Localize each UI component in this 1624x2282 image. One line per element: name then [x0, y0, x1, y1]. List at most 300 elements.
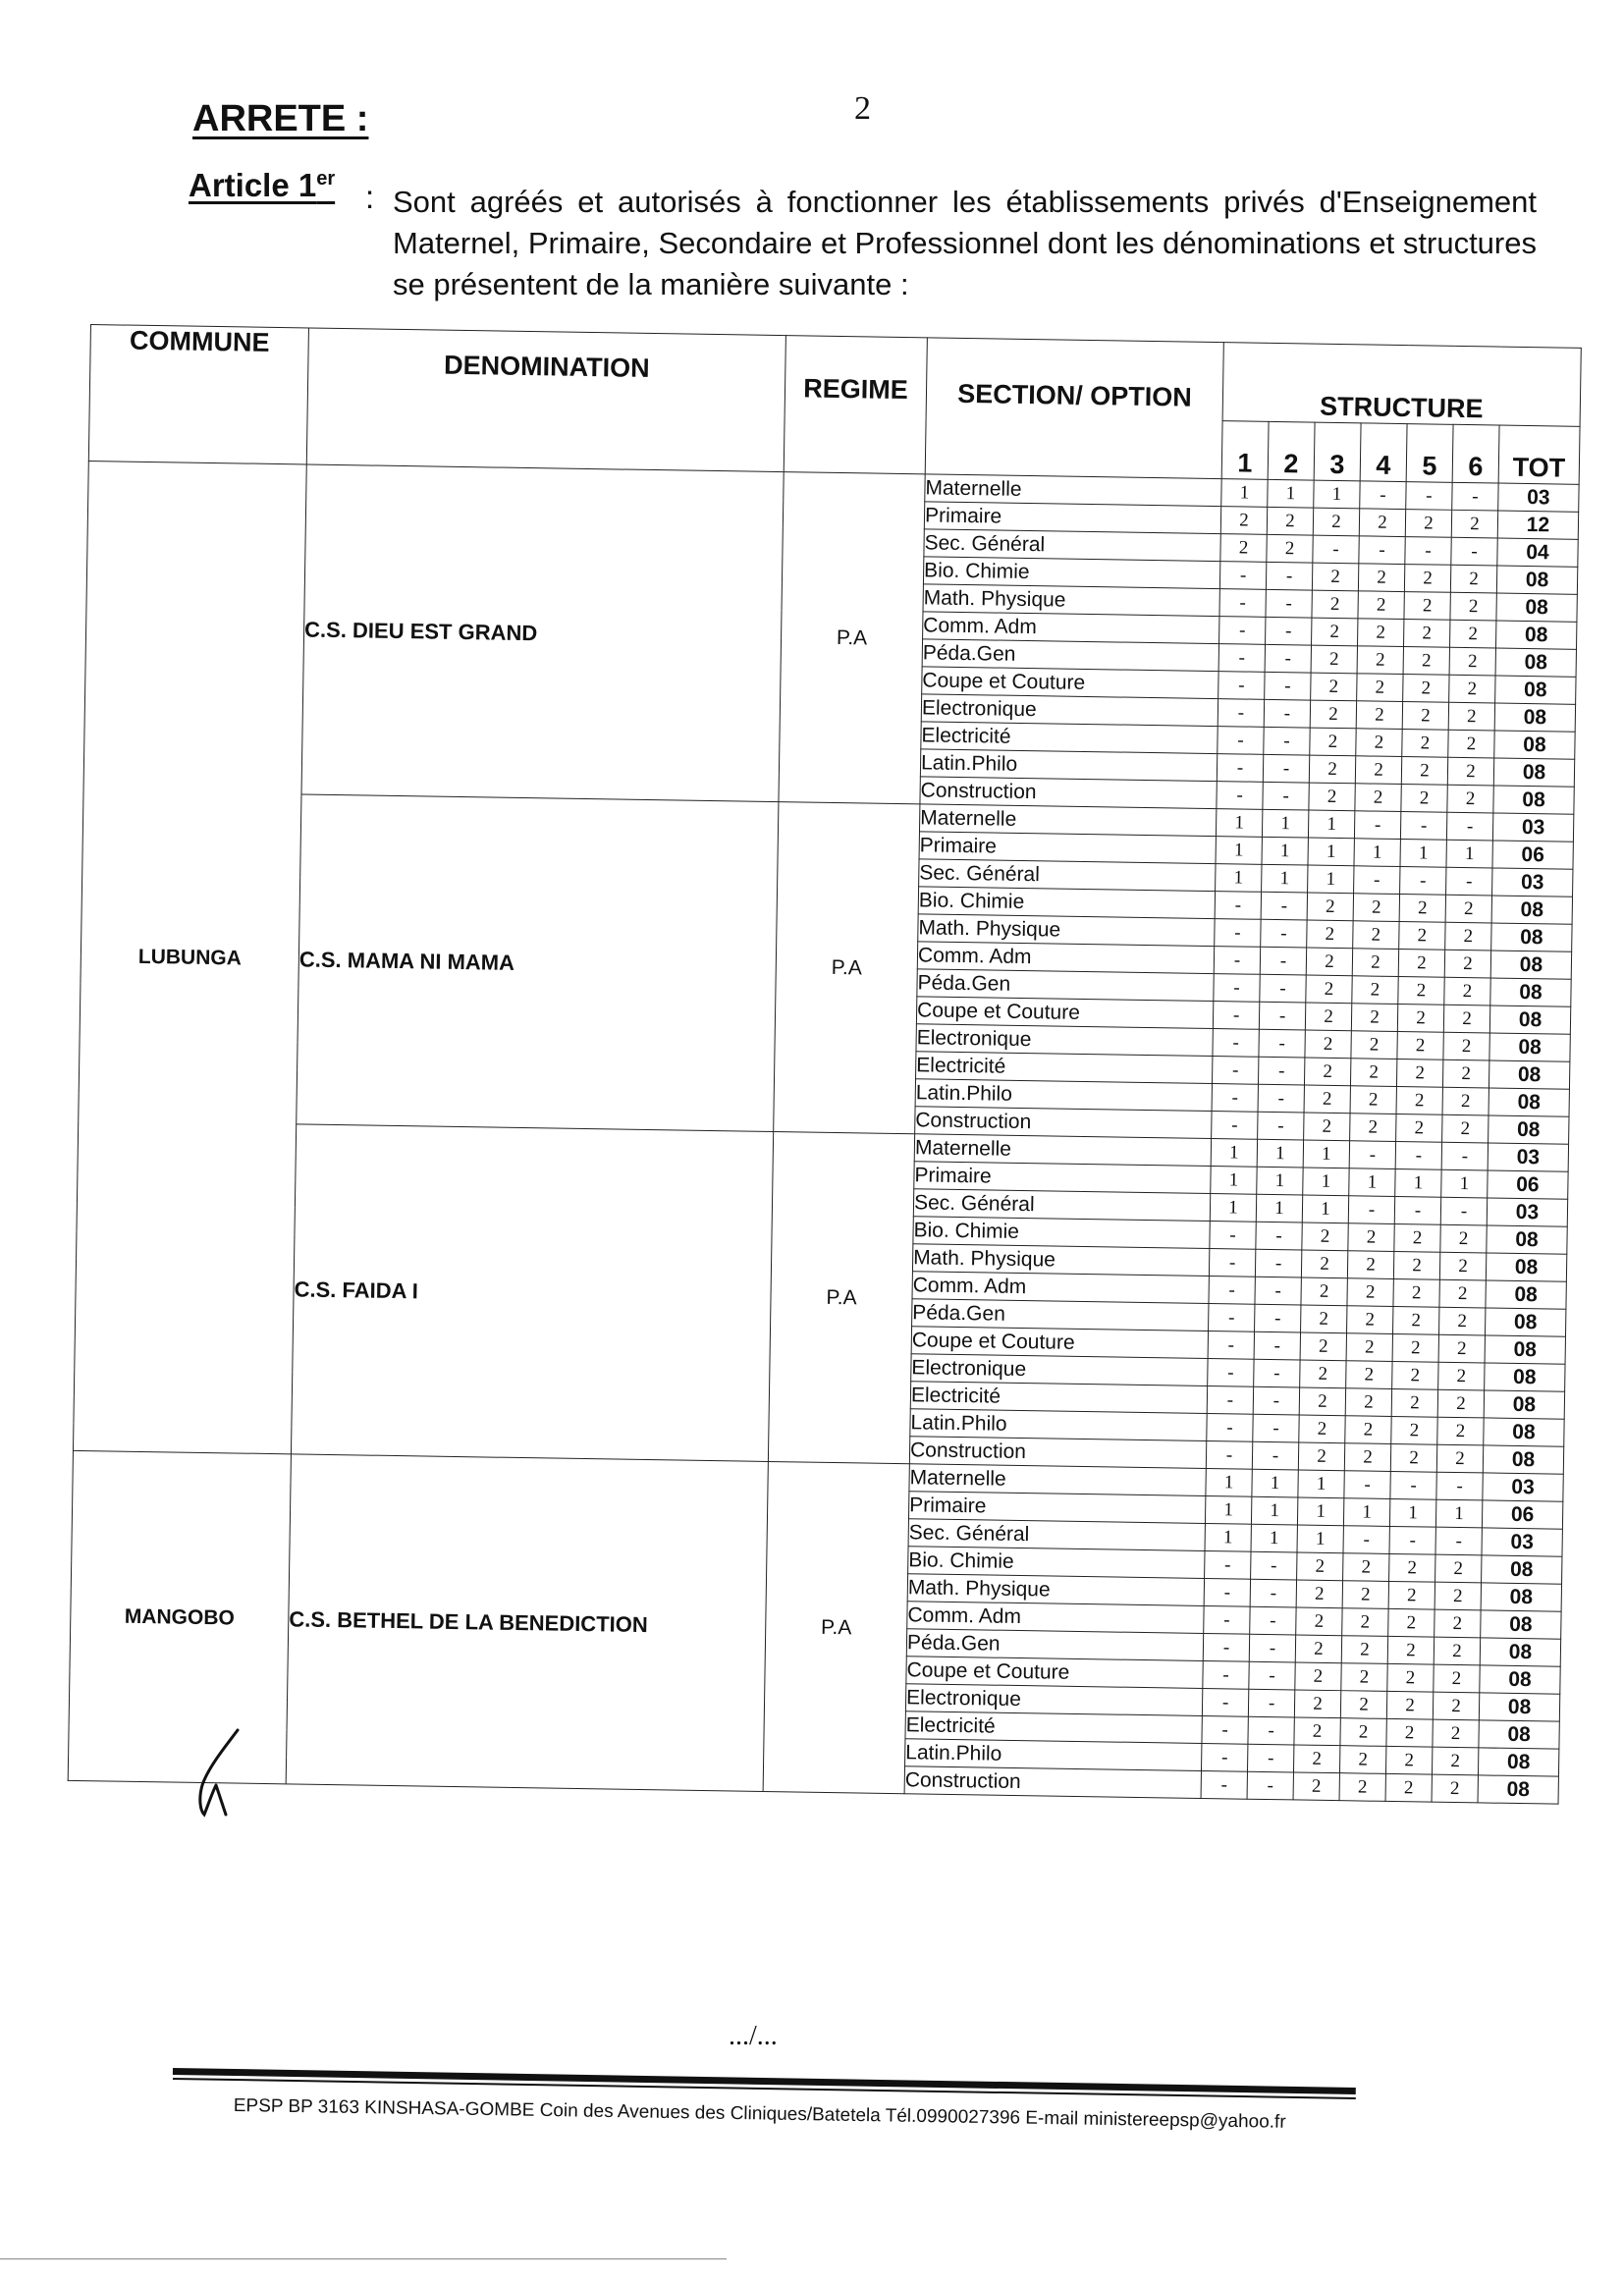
header-section-option: SECTION/ OPTION [925, 338, 1223, 479]
year-count-cell: 2 [1301, 1250, 1347, 1278]
section-option-cell: Péda.Gen [912, 1299, 1209, 1331]
header-year-1: 1 [1221, 421, 1269, 480]
year-count-cell: 2 [1351, 1031, 1397, 1060]
year-count-cell: 2 [1304, 1113, 1350, 1141]
year-count-cell: 2 [1307, 893, 1353, 921]
year-count-cell: 2 [1389, 1553, 1435, 1582]
total-cell: 08 [1478, 1748, 1558, 1776]
year-count-cell: 1 [1251, 1524, 1297, 1552]
total-cell: 06 [1492, 841, 1573, 869]
year-count-cell: 2 [1304, 1058, 1350, 1086]
year-count-cell: - [1259, 1002, 1305, 1030]
year-count-cell: - [1208, 1359, 1254, 1387]
year-count-cell: 2 [1385, 1773, 1432, 1802]
year-count-cell: 2 [1402, 702, 1448, 731]
year-count-cell: - [1218, 672, 1265, 700]
year-count-cell: - [1435, 1527, 1482, 1555]
total-cell: 08 [1493, 758, 1574, 787]
year-count-cell: 2 [1356, 729, 1402, 757]
year-count-cell: 2 [1342, 1581, 1388, 1609]
year-count-cell: 2 [1387, 1636, 1434, 1664]
year-count-cell: - [1360, 481, 1406, 510]
year-count-cell: 2 [1398, 977, 1444, 1005]
year-count-cell: - [1207, 1386, 1253, 1415]
commune-cell: MANGOBO [68, 1450, 291, 1783]
year-count-cell: 2 [1436, 1444, 1483, 1473]
year-count-cell: 2 [1442, 1060, 1489, 1088]
year-count-cell: 2 [1439, 1279, 1486, 1308]
year-count-cell: 2 [1355, 756, 1401, 785]
year-count-cell: 2 [1449, 675, 1495, 703]
total-cell: 08 [1494, 703, 1575, 732]
year-count-cell: 2 [1432, 1747, 1478, 1775]
year-count-cell: 2 [1355, 784, 1401, 812]
year-count-cell: - [1253, 1414, 1299, 1442]
section-option-cell: Coupe et Couture [906, 1657, 1203, 1689]
year-count-cell: 2 [1433, 1692, 1479, 1720]
total-cell: 08 [1485, 1363, 1565, 1391]
year-count-cell: - [1261, 919, 1307, 948]
total-cell: 08 [1487, 1225, 1567, 1254]
year-count-cell: 2 [1443, 1005, 1489, 1033]
year-count-cell: 2 [1403, 675, 1449, 703]
year-count-cell: - [1446, 812, 1492, 841]
year-count-cell: 2 [1220, 534, 1267, 563]
year-count-cell: 2 [1267, 507, 1313, 535]
year-count-cell: - [1263, 754, 1309, 783]
year-count-cell: 2 [1393, 1251, 1439, 1279]
header-structure: STRUCTURE [1222, 343, 1581, 427]
year-count-cell: 2 [1353, 894, 1399, 922]
year-count-cell: 2 [1447, 757, 1493, 786]
section-option-cell: Primaire [908, 1492, 1205, 1524]
year-count-cell: 2 [1443, 1032, 1489, 1060]
year-count-cell: 1 [1210, 1194, 1256, 1222]
section-option-cell: Comm. Adm [917, 942, 1214, 974]
section-option-cell: Latin.Philo [920, 749, 1217, 782]
year-count-cell: - [1265, 644, 1311, 673]
year-count-cell: 2 [1305, 1030, 1351, 1059]
year-count-cell: 2 [1301, 1305, 1347, 1333]
article-label [189, 167, 335, 204]
year-count-cell: 1 [1343, 1498, 1389, 1527]
total-cell: 08 [1496, 566, 1577, 594]
year-count-cell: - [1247, 1771, 1293, 1800]
total-cell: 08 [1480, 1638, 1560, 1666]
total-cell: 08 [1480, 1665, 1560, 1694]
arrete-heading: ARRETE : [192, 98, 369, 139]
year-count-cell: 2 [1396, 1114, 1442, 1142]
year-count-cell: 2 [1347, 1251, 1393, 1279]
year-count-cell: 2 [1340, 1691, 1386, 1719]
year-count-cell: 2 [1304, 1085, 1350, 1114]
year-count-cell: 2 [1220, 507, 1267, 535]
year-count-cell: 1 [1314, 480, 1360, 509]
section-option-cell: Electronique [916, 1024, 1213, 1057]
year-count-cell: 2 [1301, 1277, 1347, 1306]
year-count-cell: 2 [1298, 1442, 1344, 1471]
section-option-cell: Latin.Philo [910, 1409, 1207, 1441]
year-count-cell: 2 [1296, 1580, 1342, 1608]
section-option-cell: Latin.Philo [915, 1079, 1212, 1112]
total-cell: 04 [1497, 538, 1578, 567]
year-count-cell: 2 [1350, 1059, 1396, 1087]
year-count-cell: - [1354, 866, 1400, 895]
year-count-cell: 2 [1444, 950, 1490, 978]
year-count-cell: 2 [1341, 1663, 1387, 1692]
section-option-cell: Péda.Gen [917, 969, 1214, 1002]
total-cell: 08 [1489, 1033, 1570, 1061]
year-count-cell: 2 [1339, 1773, 1385, 1802]
section-option-cell: Comm. Adm [923, 612, 1219, 644]
year-count-cell: 2 [1392, 1361, 1438, 1389]
year-count-cell: - [1264, 727, 1310, 755]
year-count-cell: - [1405, 537, 1451, 566]
year-count-cell: - [1217, 782, 1263, 810]
total-cell: 06 [1488, 1170, 1568, 1199]
year-count-cell: 2 [1352, 976, 1398, 1005]
total-cell: 03 [1482, 1528, 1562, 1556]
year-count-cell: - [1261, 892, 1307, 920]
year-count-cell: 2 [1294, 1690, 1340, 1718]
section-option-cell: Electricité [921, 722, 1218, 754]
year-count-cell: 2 [1339, 1746, 1385, 1774]
year-count-cell: 1 [1435, 1499, 1482, 1528]
year-count-cell: - [1348, 1196, 1394, 1224]
section-option-cell: Latin.Philo [905, 1739, 1202, 1771]
year-count-cell: 2 [1346, 1333, 1392, 1362]
year-count-cell: - [1202, 1715, 1248, 1744]
total-cell: 03 [1492, 868, 1573, 896]
section-option-cell: Construction [915, 1107, 1212, 1139]
total-cell: 03 [1487, 1198, 1567, 1226]
section-option-cell: Coupe et Couture [911, 1327, 1208, 1359]
total-cell: 08 [1479, 1693, 1559, 1721]
year-count-cell: - [1400, 812, 1446, 841]
header-tot: TOT [1498, 425, 1580, 484]
year-count-cell: - [1213, 1002, 1259, 1030]
article-label-text: Article 1 [189, 167, 317, 203]
year-count-cell: - [1265, 672, 1311, 700]
total-cell: 03 [1483, 1473, 1563, 1501]
year-count-cell: - [1266, 562, 1312, 590]
total-cell: 08 [1496, 593, 1577, 622]
year-count-cell: 2 [1435, 1609, 1481, 1638]
year-count-cell: - [1208, 1331, 1254, 1360]
total-cell: 08 [1481, 1610, 1561, 1639]
total-cell: 03 [1492, 813, 1573, 842]
year-count-cell: 2 [1344, 1443, 1390, 1472]
year-count-cell: 2 [1296, 1607, 1342, 1636]
section-option-cell: Maternelle [909, 1464, 1206, 1496]
year-count-cell: - [1313, 535, 1359, 564]
total-cell: 08 [1489, 1060, 1569, 1089]
section-option-cell: Maternelle [919, 804, 1216, 837]
year-count-cell: - [1206, 1440, 1252, 1469]
section-option-cell: Sec. Général [908, 1519, 1205, 1551]
section-option-cell: Bio. Chimie [923, 557, 1219, 589]
section-option-cell: Coupe et Couture [916, 997, 1213, 1029]
header-denomination: DENOMINATION [306, 328, 785, 472]
regime-cell: P.A [763, 1461, 909, 1793]
total-cell: 08 [1490, 978, 1571, 1006]
year-count-cell: 2 [1442, 1087, 1489, 1115]
total-cell: 08 [1482, 1555, 1562, 1584]
total-cell: 08 [1481, 1583, 1561, 1611]
year-count-cell: - [1209, 1277, 1255, 1305]
year-count-cell: 2 [1357, 674, 1403, 702]
year-count-cell: 1 [1211, 1139, 1257, 1168]
year-count-cell: 2 [1434, 1637, 1480, 1665]
year-count-cell: 2 [1393, 1278, 1439, 1307]
year-count-cell: - [1212, 1112, 1258, 1140]
year-count-cell: - [1266, 589, 1312, 618]
year-count-cell: 2 [1437, 1417, 1484, 1445]
year-count-cell: 2 [1439, 1252, 1486, 1280]
year-count-cell: 2 [1297, 1552, 1343, 1581]
header-regime: REGIME [784, 336, 927, 474]
section-option-cell: Math. Physique [907, 1574, 1204, 1606]
year-count-cell: - [1217, 754, 1263, 783]
year-count-cell: - [1201, 1743, 1247, 1771]
header-commune: COMMUNE [88, 325, 308, 464]
year-count-cell: 2 [1388, 1608, 1435, 1637]
year-count-cell: 1 [1389, 1498, 1435, 1527]
year-count-cell: - [1441, 1142, 1488, 1170]
total-cell: 08 [1486, 1253, 1566, 1281]
year-count-cell: 2 [1309, 755, 1355, 784]
total-cell: 08 [1489, 1115, 1569, 1144]
year-count-cell: 1 [1395, 1168, 1441, 1197]
year-count-cell: 2 [1293, 1772, 1339, 1801]
year-count-cell: - [1446, 867, 1492, 896]
year-count-cell: - [1203, 1660, 1249, 1689]
year-count-cell: 1 [1349, 1168, 1395, 1197]
year-count-cell: - [1203, 1633, 1249, 1661]
year-count-cell: 2 [1401, 757, 1447, 786]
year-count-cell: 2 [1391, 1388, 1437, 1417]
year-count-cell: - [1406, 482, 1452, 511]
year-count-cell: 1 [1297, 1497, 1343, 1526]
year-count-cell: 1 [1308, 838, 1354, 866]
year-count-cell: 2 [1299, 1415, 1345, 1443]
year-count-cell: 2 [1356, 701, 1402, 730]
year-count-cell: - [1205, 1550, 1251, 1579]
year-count-cell: - [1255, 1277, 1301, 1305]
section-option-cell: Péda.Gen [906, 1629, 1203, 1661]
header-year-4: 4 [1360, 423, 1407, 482]
year-count-cell: - [1215, 892, 1261, 920]
year-count-cell: - [1218, 644, 1265, 673]
section-option-cell: Math. Physique [923, 584, 1219, 617]
year-count-cell: - [1218, 727, 1264, 755]
section-option-cell: Electronique [911, 1354, 1208, 1386]
scan-edge-line [0, 2258, 727, 2259]
year-count-cell: 2 [1312, 563, 1358, 591]
year-count-cell: 2 [1295, 1635, 1341, 1663]
year-count-cell: - [1254, 1359, 1300, 1387]
section-option-cell: Bio. Chimie [918, 887, 1215, 919]
section-option-cell: Maternelle [925, 474, 1221, 507]
year-count-cell: 1 [1206, 1468, 1252, 1496]
year-count-cell: - [1212, 1057, 1258, 1085]
year-count-cell: 2 [1343, 1553, 1389, 1582]
year-count-cell: - [1436, 1472, 1483, 1500]
year-count-cell: 2 [1309, 783, 1355, 811]
year-count-cell: 2 [1358, 591, 1404, 620]
footer-address: EPSP BP 3163 KINSHASA-GOMBE Coin des Avenues des Cliniques/Batetela Tél.0990027396 E-mail ministereepsp@yahoo.fr [233, 2095, 1286, 2133]
year-count-cell: - [1218, 699, 1264, 728]
year-count-cell: - [1255, 1249, 1301, 1277]
year-count-cell: 2 [1403, 647, 1449, 676]
year-count-cell: 1 [1221, 479, 1268, 508]
year-count-cell: 2 [1294, 1717, 1340, 1746]
year-count-cell: - [1251, 1551, 1297, 1580]
section-option-cell: Electricité [905, 1712, 1202, 1744]
section-option-cell: Primaire [914, 1162, 1211, 1194]
year-count-cell: 1 [1251, 1496, 1297, 1525]
year-count-cell: 2 [1393, 1306, 1439, 1334]
year-count-cell: 1 [1303, 1140, 1349, 1168]
year-count-cell: - [1210, 1222, 1256, 1250]
year-count-cell: 2 [1398, 950, 1444, 978]
total-cell: 08 [1479, 1720, 1559, 1749]
regime-cell: P.A [774, 802, 920, 1134]
year-count-cell: 2 [1351, 1004, 1397, 1032]
school-name-cell: C.S. DIEU EST GRAND [301, 464, 784, 802]
year-count-cell: 2 [1390, 1443, 1436, 1472]
year-count-cell: 2 [1302, 1222, 1348, 1251]
year-count-cell: 2 [1399, 895, 1445, 923]
year-count-cell: 1 [1257, 1139, 1303, 1168]
year-count-cell: - [1259, 1029, 1305, 1058]
year-count-cell: 2 [1405, 510, 1451, 538]
year-count-cell: 1 [1205, 1495, 1251, 1524]
year-count-cell: - [1255, 1304, 1301, 1332]
regime-cell: P.A [768, 1132, 914, 1464]
school-name-cell: C.S. MAMA NI MAMA [297, 794, 779, 1132]
year-count-cell: - [1219, 589, 1266, 618]
year-count-cell: 2 [1396, 1059, 1442, 1087]
section-option-cell: Construction [909, 1437, 1206, 1469]
year-count-cell: 2 [1347, 1278, 1393, 1307]
section-option-cell: Primaire [919, 832, 1216, 864]
section-option-cell: Bio. Chimie [913, 1217, 1210, 1249]
section-option-cell: Electricité [916, 1052, 1213, 1084]
section-option-cell: Math. Physique [912, 1244, 1209, 1277]
page-number: 2 [854, 90, 871, 127]
year-count-cell: 2 [1394, 1223, 1440, 1252]
year-count-cell: - [1260, 947, 1306, 975]
year-count-cell: - [1213, 1029, 1259, 1058]
total-cell: 08 [1493, 786, 1574, 814]
total-cell: 03 [1498, 483, 1579, 512]
year-count-cell: - [1214, 974, 1260, 1003]
total-cell: 08 [1485, 1308, 1565, 1336]
year-count-cell: 2 [1340, 1718, 1386, 1747]
year-count-cell: 2 [1387, 1663, 1434, 1692]
year-count-cell: - [1400, 867, 1446, 896]
year-count-cell: 2 [1404, 620, 1450, 648]
year-count-cell: 2 [1399, 922, 1445, 951]
year-count-cell: - [1389, 1526, 1435, 1554]
year-count-cell: 2 [1388, 1581, 1435, 1609]
year-count-cell: 2 [1450, 565, 1496, 593]
year-count-cell: 2 [1448, 730, 1494, 758]
year-count-cell: - [1253, 1386, 1299, 1415]
year-count-cell: 1 [1354, 839, 1400, 867]
year-count-cell: 2 [1437, 1389, 1484, 1418]
total-cell: 06 [1482, 1500, 1562, 1529]
year-count-cell: 2 [1449, 647, 1495, 676]
section-option-cell: Electronique [905, 1684, 1202, 1716]
year-count-cell: 2 [1312, 618, 1358, 646]
year-count-cell: 2 [1435, 1582, 1481, 1610]
year-count-cell: 2 [1445, 895, 1491, 923]
year-count-cell: 2 [1447, 785, 1493, 813]
year-count-cell: - [1390, 1471, 1436, 1499]
total-cell: 08 [1486, 1280, 1566, 1309]
year-count-cell: - [1202, 1688, 1248, 1716]
year-count-cell: 1 [1303, 1168, 1349, 1196]
section-option-cell: Math. Physique [918, 914, 1215, 947]
section-option-cell: Construction [920, 777, 1217, 809]
year-count-cell: - [1258, 1084, 1304, 1113]
year-count-cell: 2 [1385, 1746, 1432, 1774]
year-count-cell: 1 [1216, 809, 1262, 838]
year-count-cell: 2 [1305, 1003, 1351, 1031]
year-count-cell: 2 [1307, 920, 1353, 949]
section-option-cell: Electronique [921, 694, 1218, 727]
year-count-cell: 2 [1402, 730, 1448, 758]
total-cell: 08 [1483, 1445, 1563, 1474]
year-count-cell: - [1209, 1249, 1255, 1277]
year-count-cell: 2 [1352, 949, 1398, 977]
year-count-cell: 2 [1293, 1745, 1339, 1773]
commune-cell: LUBUNGA [73, 461, 306, 1453]
year-count-cell: 2 [1310, 728, 1356, 756]
year-count-cell: 2 [1432, 1774, 1478, 1803]
year-count-cell: 2 [1348, 1223, 1394, 1252]
header-year-6: 6 [1452, 424, 1499, 483]
total-cell: 03 [1488, 1143, 1568, 1171]
year-count-cell: - [1349, 1141, 1395, 1169]
total-cell: 08 [1495, 621, 1576, 649]
year-count-cell: 2 [1312, 590, 1358, 619]
year-count-cell: 2 [1449, 620, 1495, 648]
year-count-cell: - [1249, 1634, 1295, 1662]
year-count-cell: - [1250, 1606, 1296, 1635]
year-count-cell: 2 [1434, 1664, 1480, 1693]
year-count-cell: 2 [1300, 1332, 1346, 1361]
section-option-cell: Comm. Adm [907, 1602, 1204, 1634]
year-count-cell: 2 [1310, 700, 1356, 729]
year-count-cell: - [1248, 1689, 1294, 1717]
section-option-cell: Construction [904, 1766, 1201, 1799]
school-name-cell: C.S. BETHEL DE LA BENEDICTION [286, 1454, 768, 1792]
year-count-cell: - [1258, 1112, 1304, 1140]
header-year-5: 5 [1406, 424, 1453, 483]
year-count-cell: - [1395, 1141, 1441, 1169]
year-count-cell: 2 [1397, 1032, 1443, 1060]
year-count-cell: 1 [1211, 1167, 1257, 1195]
year-count-cell: 2 [1358, 564, 1404, 592]
total-cell: 08 [1490, 951, 1571, 979]
year-count-cell: - [1209, 1304, 1255, 1332]
year-count-cell: - [1260, 974, 1306, 1003]
article-text: Sont agréés et autorisés à fonctionner les établissements privés d'Enseignement Maternel, Primaire, Secondaire et Professionnel dont les dénominations et structures se présentent de la manière suivante : [393, 185, 1537, 301]
year-count-cell: 1 [1216, 837, 1262, 865]
